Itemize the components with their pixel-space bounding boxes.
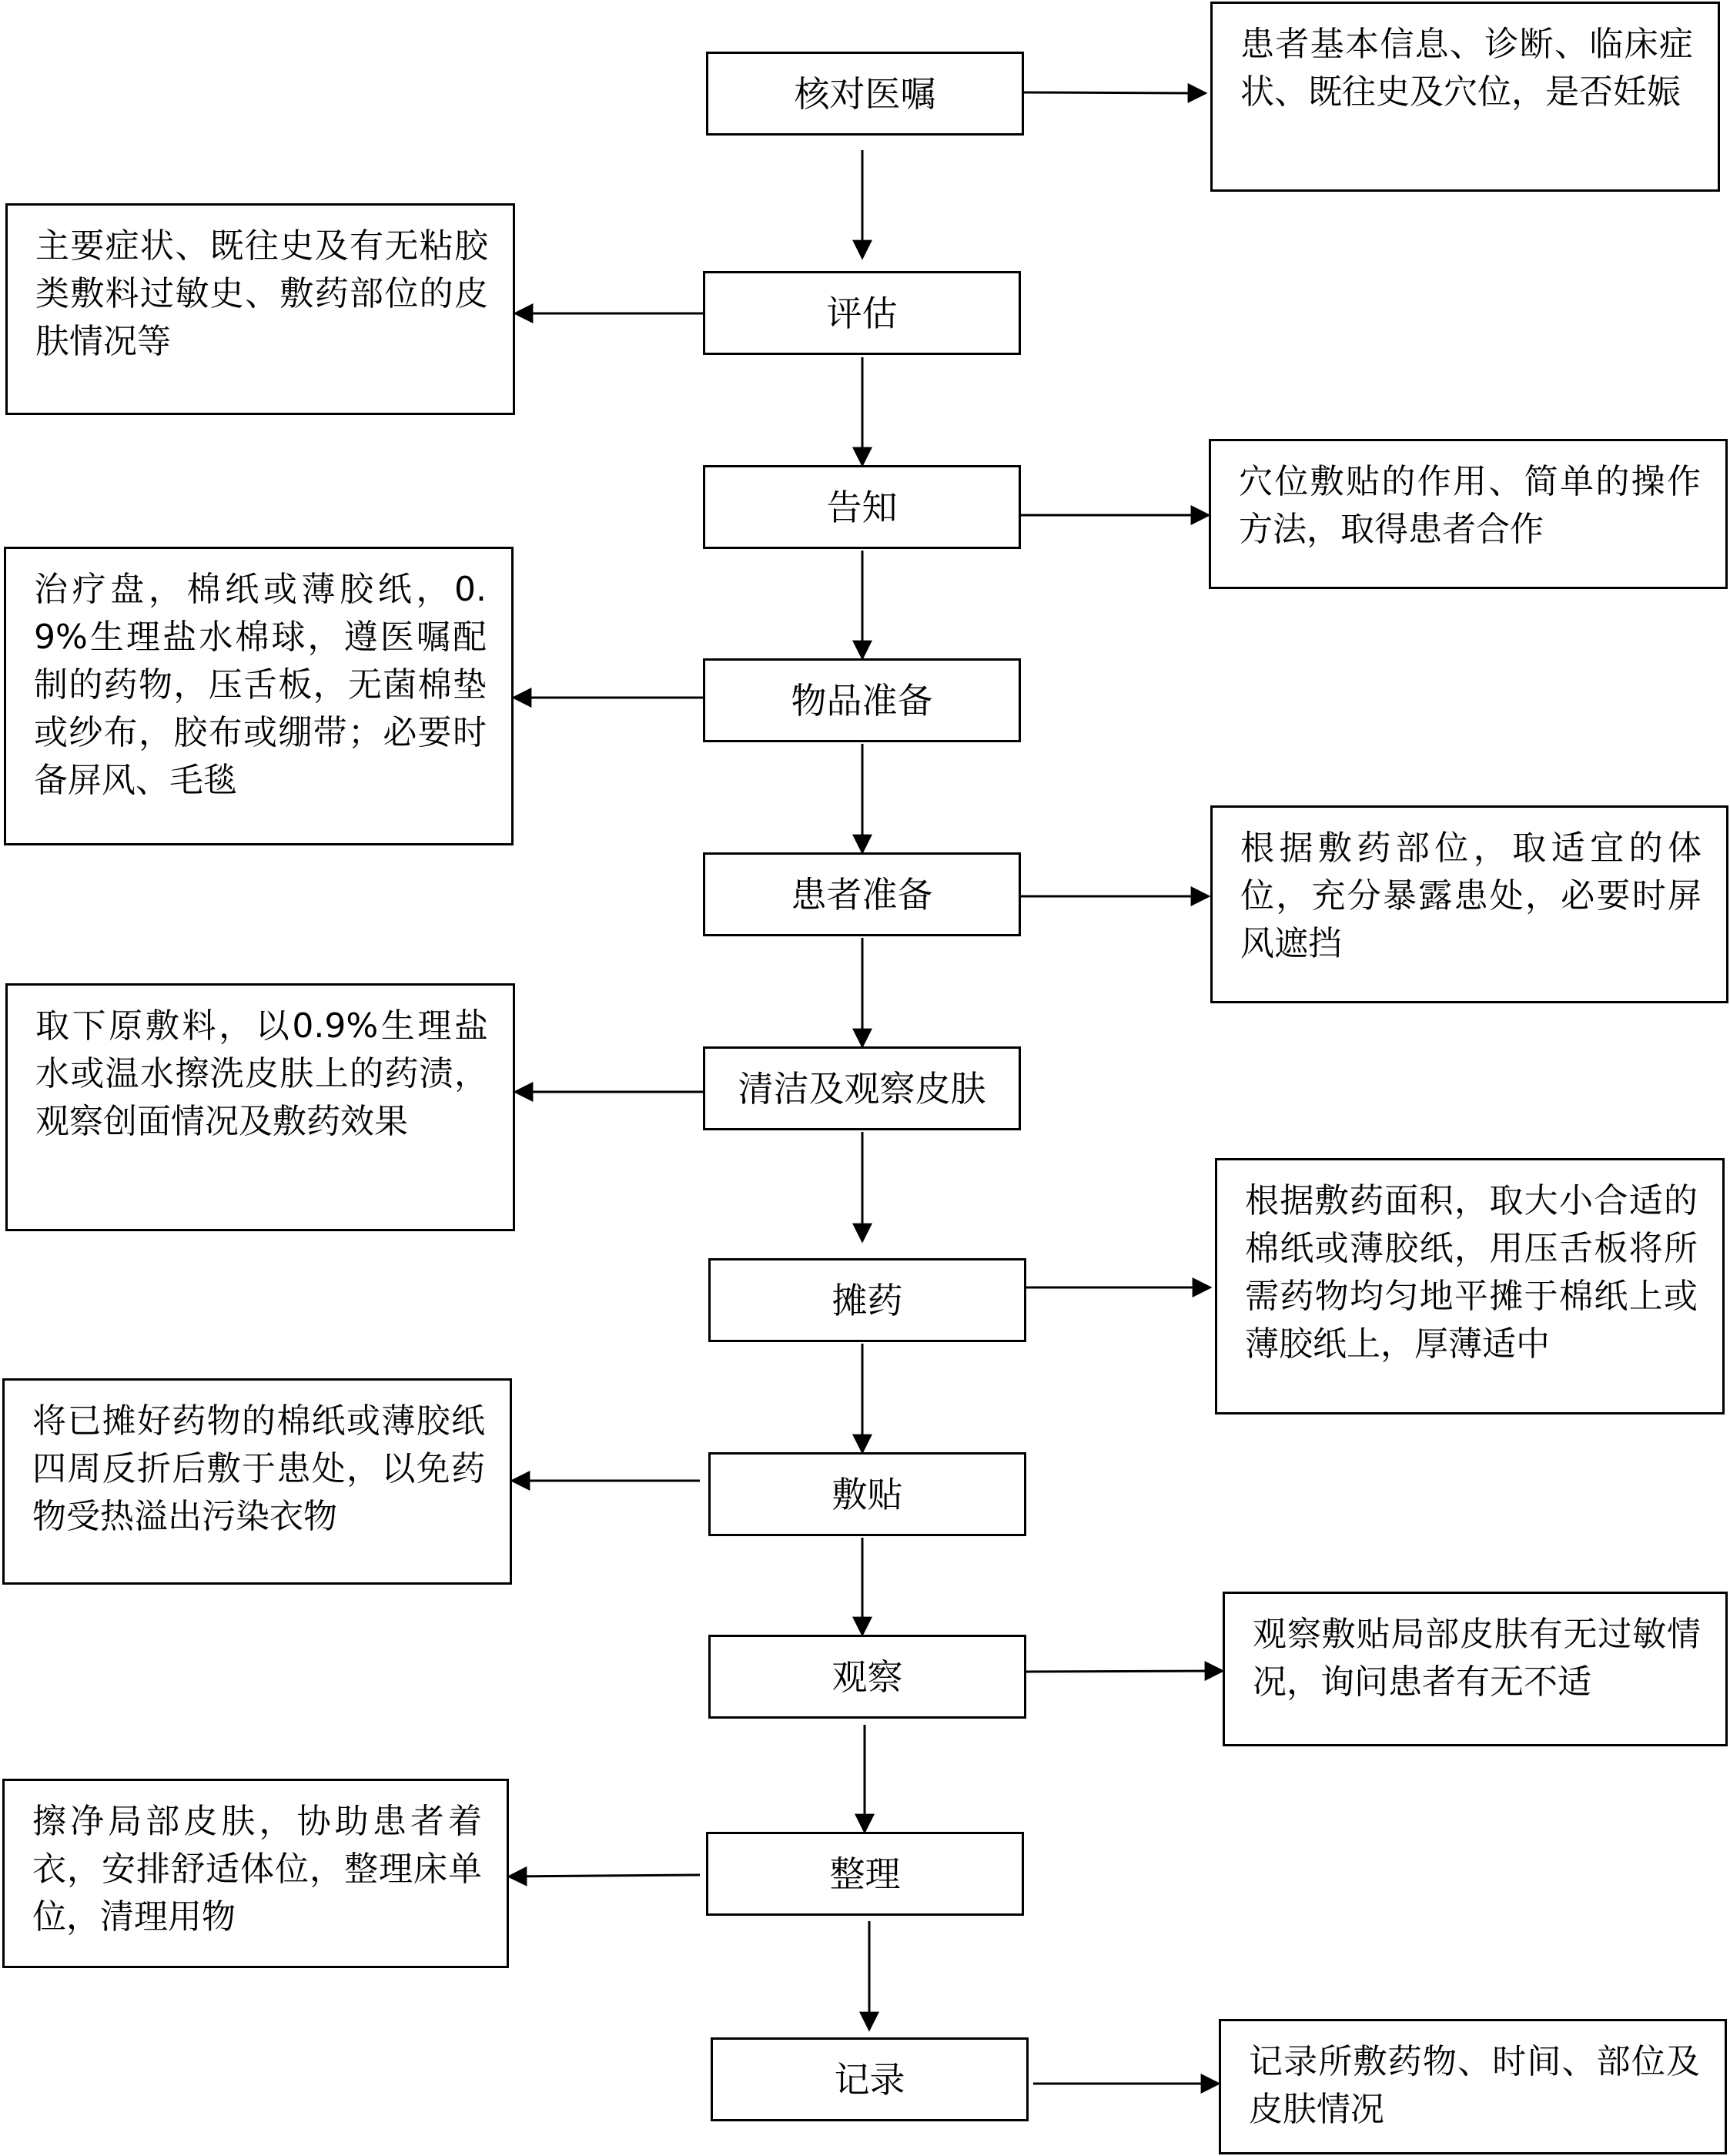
step-box-apply [708, 1452, 1026, 1536]
note-box-inform [1209, 439, 1728, 589]
arrow-verify-note [1024, 92, 1206, 93]
note-text: 取下原敷料，以0.9%生理盐水或温水擦洗皮肤上的药渍，观察创面情况及敷药效果 [35, 1006, 488, 1141]
step-box-prepare-patient [703, 852, 1021, 936]
arrow-observe-note [1026, 1671, 1223, 1672]
step-box-verify-order [706, 52, 1024, 136]
note-box-apply [2, 1378, 512, 1585]
step-label: 物品准备 [791, 679, 933, 721]
step-label: 敷贴 [832, 1473, 903, 1515]
note-text: 治疗盘，棉纸或薄胶纸，0.9%生理盐水棉球，遵医嘱配制的药物，压舌板，无菌棉垫或纱布，胶布或绷带；必要时备屏风、毛毯 [34, 570, 487, 800]
note-text: 患者基本信息、诊断、临床症状、既往史及穴位，是否妊娠 [1240, 25, 1693, 112]
note-box-tidy-up [2, 1779, 509, 1968]
note-box-prepare-patient [1210, 805, 1728, 1003]
note-text: 根据敷药面积，取大小合适的棉纸或薄胶纸，用压舌板将所需药物均匀地平摊于棉纸上或薄胶纸上，厚薄适中 [1245, 1181, 1698, 1364]
arrow-tidy-note [509, 1875, 700, 1876]
note-text: 将已摊好药物的棉纸或薄胶纸四周反折后敷于患处，以免药物受热溢出污染衣物 [32, 1401, 485, 1536]
step-label: 整理 [829, 1853, 901, 1895]
note-box-record [1219, 2019, 1727, 2154]
note-box-clean-observe-skin [5, 983, 515, 1231]
step-box-inform [703, 465, 1021, 549]
note-box-prepare-items [4, 547, 514, 845]
note-text: 观察敷贴局部皮肤有无过敏情况，询问患者有无不适 [1253, 1615, 1701, 1702]
note-text: 主要症状、既往史及有无粘胶类敷料过敏史、敷药部位的皮肤情况等 [35, 226, 488, 361]
note-text: 根据敷药部位，取适宜的体位，充分暴露患处，必要时屏风遮挡 [1240, 829, 1702, 963]
step-label: 患者准备 [791, 873, 933, 916]
step-box-observe [708, 1635, 1026, 1719]
note-text: 记录所敷药物、时间、部位及皮肤情况 [1249, 2042, 1700, 2129]
note-box-observe [1223, 1592, 1728, 1746]
step-label: 清洁及观察皮肤 [738, 1067, 986, 1110]
step-box-prepare-items [703, 658, 1021, 742]
note-box-assess [5, 203, 515, 415]
step-label: 评估 [826, 292, 898, 334]
step-box-assess [703, 271, 1021, 355]
step-label: 核对医嘱 [794, 72, 936, 115]
step-box-spread-medicine [708, 1258, 1026, 1342]
step-label: 告知 [826, 486, 898, 528]
note-box-verify-order [1210, 2, 1720, 192]
note-box-spread-medicine [1215, 1158, 1725, 1414]
step-label: 记录 [834, 2058, 905, 2101]
note-text: 穴位敷贴的作用、简单的操作方法，取得患者合作 [1239, 462, 1701, 549]
note-text: 擦净局部皮肤，协助患者着衣，安排舒适体位，整理床单位，清理用物 [32, 1802, 482, 1937]
step-label: 观察 [832, 1656, 903, 1698]
step-box-clean-observe-skin [703, 1046, 1021, 1130]
step-label: 摊药 [832, 1279, 903, 1321]
step-box-tidy-up [706, 1832, 1024, 1916]
step-box-record [711, 2037, 1029, 2121]
